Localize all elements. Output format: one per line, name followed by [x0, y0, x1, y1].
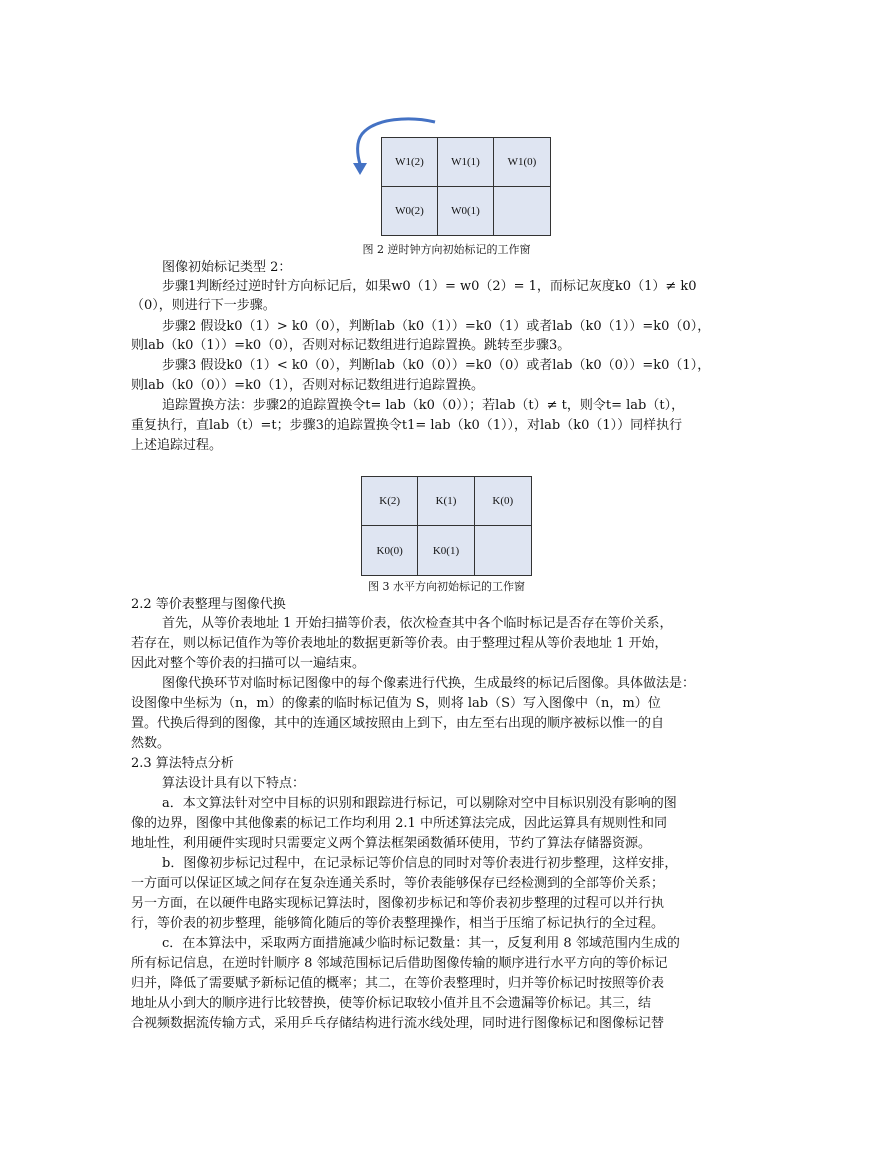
section-heading: 2.2 等价表整理与图像代换: [131, 597, 286, 612]
figure2-cell: [494, 187, 550, 236]
body-text-line: b．图像初步标记过程中，在记录标记等价信息的同时对等价表进行初步整理，这样安排，: [162, 856, 678, 871]
body-text-line: 设图像中坐标为（n，m）的像素的临时标记值为 S，则将 lab（S）写入图像中（n，m）位: [131, 696, 661, 711]
section-heading: 2.3 算法特点分析: [131, 756, 234, 771]
body-text-line: 则lab（k0（0））=k0（1），否则对标记数组进行追踪置换。: [131, 378, 484, 393]
body-text-line: 地址从小到大的顺序进行比较替换，使等价标记取较小值并且不会遗漏等价标记。其三，结: [131, 996, 652, 1011]
body-text-line: 合视频数据流传输方式，采用乒乓存储结构进行流水线处理，同时进行图像标记和图像标记替: [131, 1016, 665, 1031]
body-text-line: c．在本算法中，采取两方面措施减少临时标记数量：其一，反复利用 8 邻域范围内生成的: [162, 936, 680, 951]
body-text-line: 图像代换环节对临时标记图像中的每个像素进行代换，生成最终的标记后图像。具体做法是：: [162, 676, 696, 691]
body-text-line: 步骤1判断经过逆时针方向标记后，如果w0（1）= w0（2）= 1，而标记灰度k0（1）≠ k0: [162, 279, 697, 294]
figure3-caption: 图 3 水平方向初始标记的工作窗: [368, 580, 525, 593]
body-text-line: 所有标记信息，在逆时针顺序 8 邻域范围标记后借助图像传输的顺序进行水平方向的等价标记: [131, 956, 668, 971]
body-text-line: 一方面可以保证区域之间存在复杂连通关系时，等价表能够保存已经检测到的全部等价关系；: [131, 876, 665, 891]
figure3-cell: K0(1): [418, 526, 474, 575]
body-text-line: 归并，降低了需要赋予新标记值的概率；其二，在等价表整理时，归并等价标记时按照等价表: [131, 976, 665, 991]
figure3-cell: K(1): [418, 477, 474, 526]
figure2-work-window: [381, 137, 551, 236]
body-text-line: 算法设计具有以下特点：: [162, 776, 306, 791]
figure2-cell: W1(1): [438, 138, 494, 187]
body-text-line: 因此对整个等价表的扫描可以一遍结束。: [131, 656, 366, 671]
body-text-line: 步骤2 假设k0（1）> k0（0），判断lab（k0（1））=k0（1）或者lab（k0（1））=k0（0），: [162, 319, 711, 334]
figure2-cell: W0(1): [438, 187, 494, 236]
body-text-line: 另一方面，在以硬件电路实现标记算法时，图像初步标记和等价表初步整理的过程可以并行执: [131, 896, 665, 911]
body-text-line: 首先，从等价表地址 1 开始扫描等价表，依次检查其中各个临时标记是否存在等价关系，: [162, 616, 673, 631]
figure2-cell: W0(2): [382, 187, 438, 236]
figure2-cell: W1(2): [382, 138, 438, 187]
body-text-line: 地址性，利用硬件实现时只需要定义两个算法框架函数循环使用，节约了算法存储器资源。: [131, 836, 652, 851]
figure3-cell: K(0): [475, 477, 531, 526]
figure3-cell: K(2): [362, 477, 418, 526]
body-text-line: 图像初始标记类型 2：: [162, 260, 292, 275]
figure3-cell: K0(0): [362, 526, 418, 575]
figure2-cell: W1(0): [494, 138, 550, 187]
figure3-work-window: [361, 476, 532, 576]
body-text-line: （0），则进行下一步骤。: [131, 298, 276, 313]
body-text-line: 置。代换后得到的图像，其中的连通区域按照由上到下，由左至右出现的顺序被标以惟一的自: [131, 716, 665, 731]
body-text-line: 若存在，则以标记值作为等价表地址的数据更新等价表。由于整理过程从等价表地址 1 开始，: [131, 636, 668, 651]
figure3-cell: [475, 526, 531, 575]
figure2-caption: 图 2 逆时钟方向初始标记的工作窗: [362, 243, 531, 256]
body-text-line: 然数。: [131, 736, 171, 751]
body-text-line: 重复执行，直lab（t）=t；步骤3的追踪置换令t1= lab（k0（1）），对lab（k0（1））同样执行: [131, 418, 683, 433]
body-text-line: 则lab（k0（1））=k0（0），否则对标记数组进行追踪置换。跳转至步骤3。: [131, 338, 571, 353]
body-text-line: 像的边界，图像中其他像素的标记工作均利用 2.1 中所述算法完成，因此运算具有规则性和同: [131, 816, 667, 831]
body-text-line: 追踪置换方法：步骤2的追踪置换令t= lab（k0（0））；若lab（t）≠ t，则令t= lab（t），: [162, 398, 685, 413]
body-text-line: 上述追踪过程。: [131, 438, 223, 453]
body-text-line: 步骤3 假设k0（1）< k0（0），判断lab（k0（0））=k0（0）或者lab（k0（0））=k0（1），: [162, 358, 711, 373]
body-text-line: a．本文算法针对空中目标的识别和跟踪进行标记，可以剔除对空中目标识别没有影响的图: [162, 796, 677, 811]
body-text-line: 行，等价表的初步整理，能够简化随后的等价表整理操作，相当于压缩了标记执行的全过程。: [131, 916, 665, 931]
